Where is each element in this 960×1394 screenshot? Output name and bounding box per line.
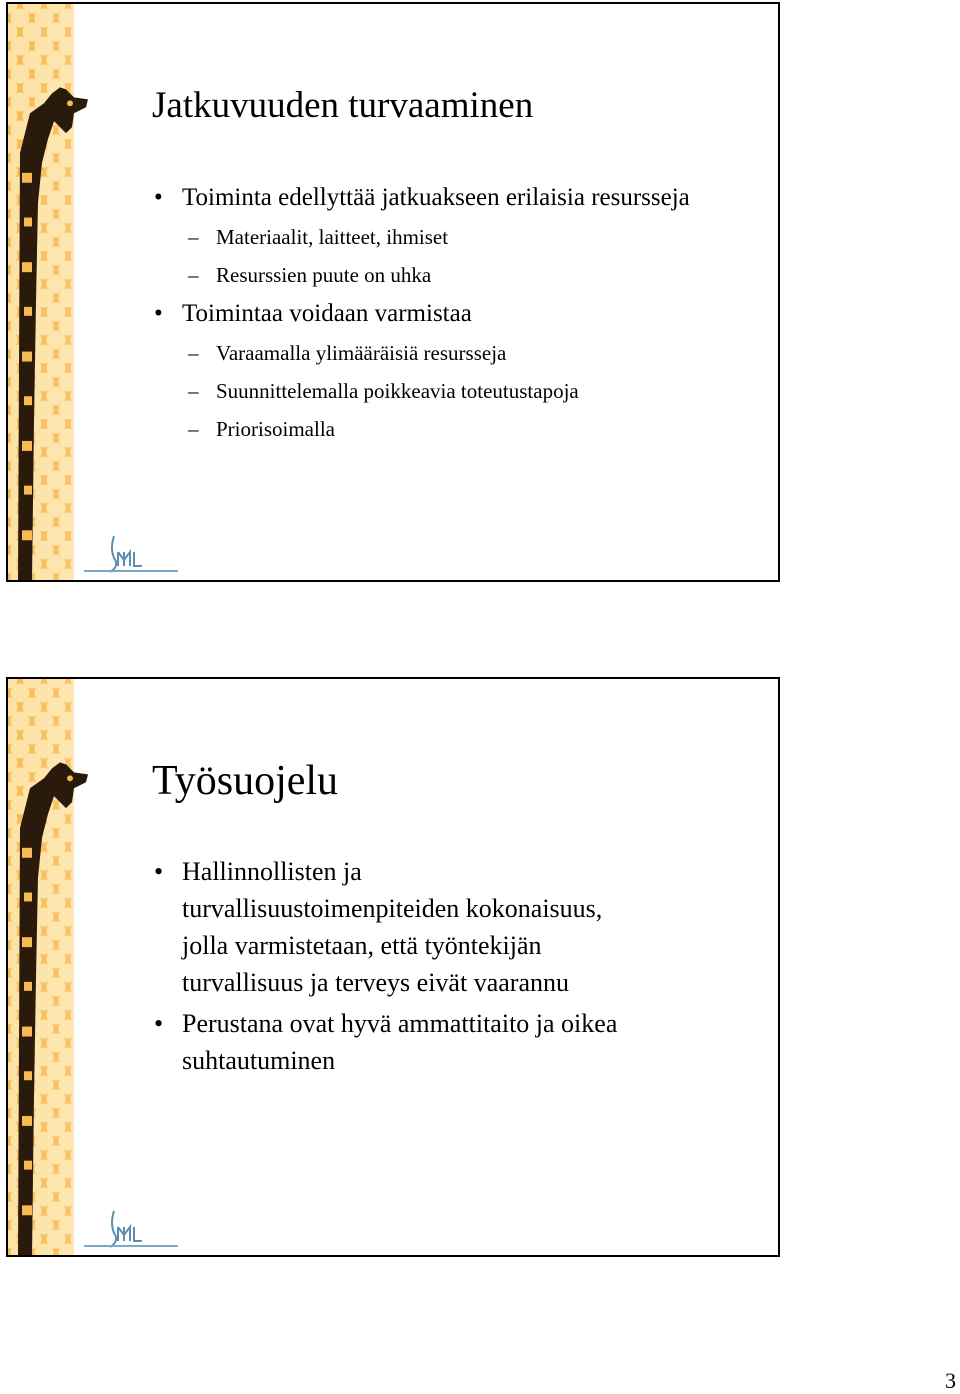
sub-item — [152, 410, 712, 448]
bullet-icon: • — [154, 1009, 164, 1038]
bullet-icon: • — [154, 857, 164, 886]
giraffe-illustration — [8, 4, 108, 580]
dash-icon: – — [188, 225, 199, 249]
list-item — [152, 180, 712, 216]
bullet-text: Toiminta edellyttää jatkuakseen erilaisia resursseja — [182, 184, 690, 211]
sub-item — [152, 372, 712, 410]
sub-item — [152, 334, 712, 372]
bullet-list — [152, 180, 712, 448]
dash-icon: – — [188, 417, 199, 441]
sub-item-text: Resurssien puute on uhka — [216, 263, 432, 287]
sub-item — [152, 218, 712, 256]
sub-item-text: Suunnittelemalla poikkeavia toteutustapoja — [216, 379, 579, 403]
list-item — [152, 296, 712, 332]
bullet-text: Toimintaa voidaan varmistaa — [182, 300, 472, 327]
sub-item-text: Varaamalla ylimääräisiä resursseja — [216, 341, 507, 365]
bullet-icon: • — [154, 184, 163, 211]
slide-1 — [6, 2, 780, 582]
list-item — [152, 853, 632, 1001]
dash-icon: – — [188, 379, 199, 403]
page-number: 3 — [945, 1368, 956, 1393]
slide-2 — [6, 677, 780, 1257]
bullet-text: Perustana ovat hyvä ammattitaito ja oikea suhtautuminen — [182, 1009, 618, 1075]
ttl-logo — [80, 1207, 180, 1251]
dash-icon: – — [188, 341, 199, 365]
slide-title: Työsuojelu — [152, 758, 339, 804]
dash-icon: – — [188, 263, 199, 287]
giraffe-illustration — [8, 679, 108, 1255]
bullet-text: Hallinnollisten ja turvallisuustoimenpiteiden kokonaisuus, jolla varmistetaan, että työntekijän turvallisuus ja terveys eivät vaarannu — [182, 857, 603, 997]
ttl-logo — [80, 532, 180, 576]
sub-item-text: Priorisoimalla — [216, 417, 335, 441]
list-item — [152, 1005, 632, 1079]
sub-item — [152, 256, 712, 294]
sub-item-text: Materiaalit, laitteet, ihmiset — [216, 225, 449, 249]
bullet-list — [152, 853, 632, 1083]
slide-title: Jatkuvuuden turvaaminen — [152, 85, 534, 126]
bullet-icon: • — [154, 300, 163, 327]
